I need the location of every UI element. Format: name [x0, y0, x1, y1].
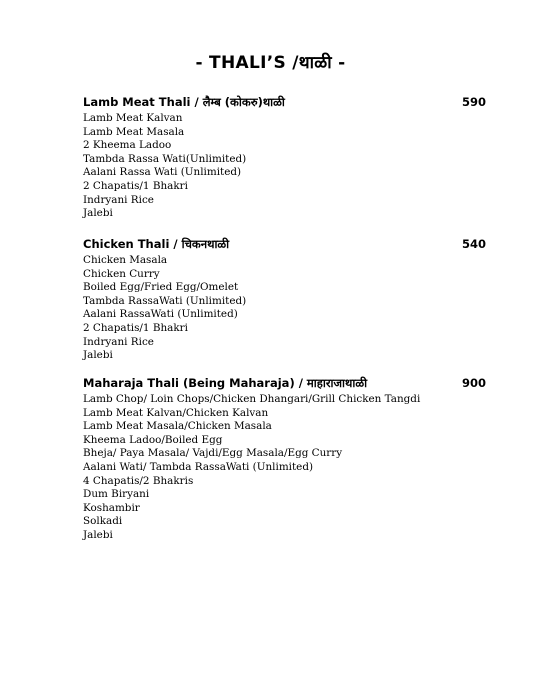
- section-price: 590: [461, 95, 486, 109]
- menu-item: Jalebi: [83, 528, 113, 541]
- menu-item: Tambda RassaWati (Unlimited): [83, 294, 247, 307]
- menu-item: Aalani RassaWati (Unlimited): [83, 308, 238, 321]
- menu-item: Jalebi: [83, 349, 113, 362]
- menu-item: Jalebi: [83, 207, 113, 220]
- menu-section-lamb-meat-thali: [83, 95, 493, 221]
- menu-item: Tambda Rassa Wati(Unlimited): [83, 152, 247, 165]
- menu-item: 2 Chapatis/1 Bhakri: [83, 321, 188, 334]
- menu-item-list: [83, 112, 493, 221]
- menu-section-chicken-thali: [83, 237, 493, 363]
- menu-item: Chicken Masala: [83, 254, 168, 266]
- menu-item: Aalani Rassa Wati (Unlimited): [83, 166, 242, 179]
- section-price: 540: [461, 237, 486, 251]
- menu-section-maharaja-thali: [83, 376, 493, 543]
- menu-item: Lamb Meat Kalvan: [83, 112, 183, 124]
- menu-item: Aalani Wati/ Tambda RassaWati (Unlimited): [83, 460, 314, 473]
- section-header: [83, 237, 493, 254]
- menu-item: Indryani Rice: [83, 193, 154, 206]
- page-title: - THALI’S /थाळी -: [195, 53, 346, 73]
- menu-item: Solkadi: [83, 515, 123, 528]
- menu-item: Lamb Meat Masala/Chicken Masala: [83, 420, 272, 433]
- menu-item: Lamb Chop/ Loin Chops/Chicken Dhangari/Grill Chicken Tangdi: [83, 393, 421, 405]
- menu-item: Boiled Egg/Fried Egg/Omelet: [83, 281, 239, 294]
- menu-item: Chicken Curry: [83, 267, 160, 280]
- menu-item-list: [83, 254, 493, 363]
- menu-item: 2 Kheema Ladoo: [83, 139, 172, 152]
- menu-item: 2 Chapatis/1 Bhakri: [83, 179, 188, 192]
- section-title: Chicken Thali / चिकनथाळी: [83, 237, 230, 251]
- section-header: [83, 95, 493, 112]
- menu-item: Koshambir: [83, 501, 140, 514]
- section-title: Lamb Meat Thali / लैम्ब (कोकरु)थाळी: [83, 95, 285, 109]
- section-header: [83, 376, 493, 393]
- menu-item: Dum Biryani: [83, 488, 150, 501]
- menu-item: Lamb Meat Masala: [83, 125, 185, 138]
- section-title: Maharaja Thali (Being Maharaja) / माहाराजाथाळी: [83, 376, 368, 390]
- menu-item: Kheema Ladoo/Boiled Egg: [83, 433, 223, 446]
- section-price: 900: [461, 376, 486, 390]
- menu-item: Indryani Rice: [83, 335, 154, 348]
- menu-item-list: [83, 393, 493, 543]
- menu-item: 4 Chapatis/2 Bhakris: [83, 474, 194, 487]
- menu-item: Lamb Meat Kalvan/Chicken Kalvan: [83, 406, 269, 419]
- menu-item: Bheja/ Paya Masala/ Vajdi/Egg Masala/Egg Curry: [83, 447, 343, 460]
